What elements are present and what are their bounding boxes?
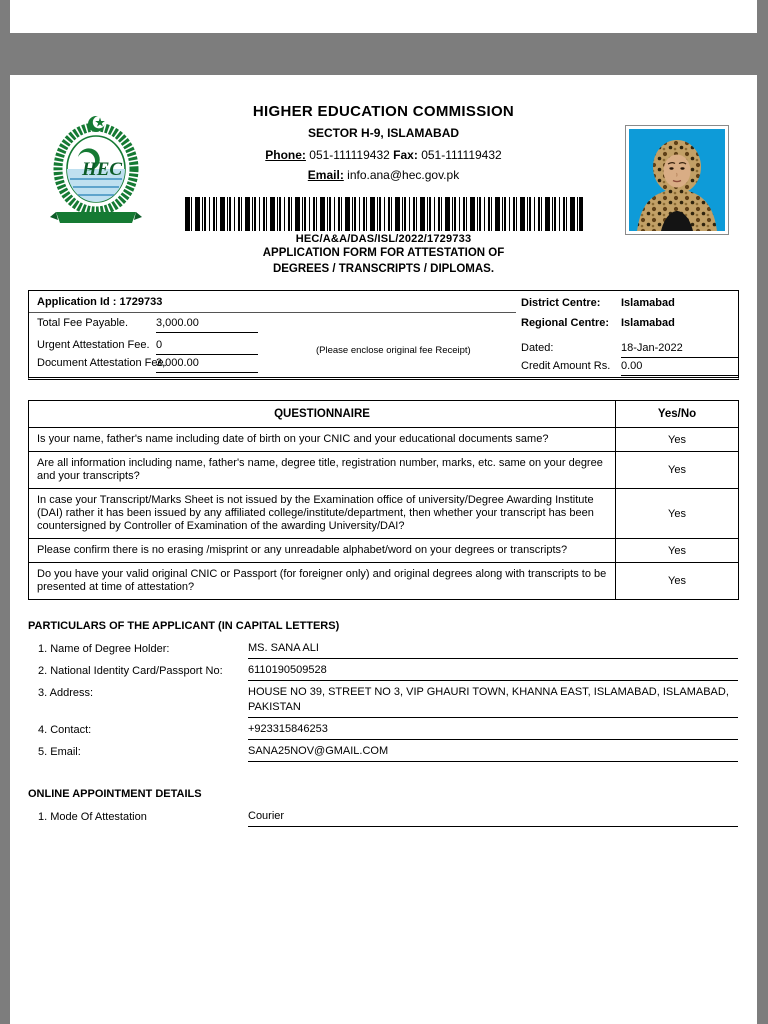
question-text: Please confirm there is no erasing /misprint or any unreadable alphabet/word on your degrees or transcripts?: [29, 539, 616, 563]
form-title-line2: DEGREES / TRANSCRIPTS / DIPLOMAS.: [272, 263, 495, 275]
field-label: 3. Address:: [38, 687, 94, 699]
cnic-field-value: 6110190509528: [248, 663, 738, 681]
particulars-row: [38, 641, 757, 659]
svg-text:HEC: HEC: [81, 159, 123, 180]
mode-of-attestation-value: Courier: [248, 809, 738, 827]
appointment-title: ONLINE APPOINTMENT DETAILS: [28, 788, 202, 800]
credit-amount-label: Credit Amount Rs.: [521, 360, 611, 372]
hec-logo: [48, 113, 144, 231]
org-address: SECTOR H-9, ISLAMABAD: [307, 126, 460, 140]
fee-label: Document Attestation Fee.: [37, 357, 167, 369]
fee-value: 0: [156, 339, 258, 355]
answer-value: Yes: [616, 563, 739, 600]
email-label: Email:: [307, 168, 344, 182]
fee-value: 3,000.00: [156, 317, 258, 333]
credit-amount-value: 0.00: [621, 360, 739, 376]
particulars-row: [38, 744, 757, 762]
contact-field-value: +923315846253: [248, 722, 738, 740]
divider: [29, 312, 516, 313]
appointment-rows: [38, 809, 757, 827]
table-row: [29, 539, 739, 563]
questionnaire-table: [28, 400, 739, 600]
table-row: [29, 489, 739, 539]
fee-label: Total Fee Payable.: [37, 317, 129, 329]
fax-value: 051-111119432: [421, 148, 502, 162]
question-text: In case your Transcript/Marks Sheet is not issued by the Examination office of university/Degree Awarding Institute (DAI) rather it has been issued by any affiliated college/institute/department, then whether your transcript has been countersigned by Controller of Examination of the awarding University/DAI?: [29, 489, 616, 539]
previous-page-edge: [10, 0, 757, 33]
email-value: info.ana@hec.gov.pk: [347, 168, 460, 182]
application-summary-box: [28, 290, 739, 380]
question-text: Is your name, father's name including date of birth on your CNIC and your educational documents same?: [29, 428, 616, 452]
field-label: 2. National Identity Card/Passport No:: [38, 665, 223, 677]
barcode: [185, 197, 583, 231]
phone-label: Phone:: [265, 148, 306, 162]
question-text: Are all information including name, father's name, degree title, registration number, marks, etc. same on your degree and your transcripts?: [29, 452, 616, 489]
table-row: [29, 452, 739, 489]
document-page: [10, 75, 757, 1024]
answer-value: Yes: [616, 489, 739, 539]
particulars-rows: [38, 641, 757, 762]
receipt-note: (Please enclose original fee Receipt): [316, 345, 471, 356]
table-row: [29, 428, 739, 452]
particulars-row: [38, 722, 757, 740]
barcode-number: HEC/A&A/DAS/ISL/2022/1729733: [295, 233, 472, 245]
applicant-photo-graphic: [629, 129, 725, 231]
application-id: Application Id : 1729733: [37, 296, 163, 308]
form-title-line1: APPLICATION FORM FOR ATTESTATION OF: [262, 247, 505, 259]
questionnaire-header: QUESTIONNAIRE: [29, 401, 616, 428]
dated-label: Dated:: [521, 342, 554, 354]
hec-logo-graphic: [48, 113, 144, 231]
question-text: Do you have your valid original CNIC or Passport (for foreigner only) and original degrees along with transcripts to be presented at time of attestation?: [29, 563, 616, 600]
fax-label: Fax:: [393, 148, 418, 162]
particulars-row: [38, 663, 757, 681]
district-centre-label: District Centre:: [521, 297, 601, 309]
dated-value: 18-Jan-2022: [621, 342, 739, 358]
answer-value: Yes: [616, 539, 739, 563]
particulars-row: [38, 685, 757, 718]
appointment-row: [38, 809, 757, 827]
district-centre-value: Islamabad: [621, 297, 675, 309]
table-row: [29, 563, 739, 600]
answer-value: Yes: [616, 452, 739, 489]
fee-label: Urgent Attestation Fee.: [37, 339, 150, 351]
address-field-value: HOUSE NO 39, STREET NO 3, VIP GHAURI TOWN, KHANNA EAST, ISLAMABAD, ISLAMABAD, PAKISTAN: [248, 685, 738, 718]
answer-value: Yes: [616, 428, 739, 452]
field-label: 1. Name of Degree Holder:: [38, 643, 170, 655]
yesno-header: Yes/No: [616, 401, 739, 428]
name-field-value: MS. SANA ALI: [248, 641, 738, 659]
questionnaire-header-row: [29, 401, 739, 428]
org-title: HIGHER EDUCATION COMMISSION: [252, 103, 515, 120]
regional-centre-value: Islamabad: [621, 317, 675, 329]
field-label: 4. Contact:: [38, 724, 92, 736]
fee-value: 3,000.00: [156, 357, 258, 373]
field-label: 5. Email:: [38, 746, 81, 758]
phone-value: 051-111119432: [309, 148, 390, 162]
field-label: 1. Mode Of Attestation: [38, 811, 147, 823]
email-field-value: SANA25NOV@GMAIL.COM: [248, 744, 738, 762]
regional-centre-label: Regional Centre:: [521, 317, 610, 329]
applicant-photo: [625, 125, 729, 235]
particulars-title: PARTICULARS OF THE APPLICANT (IN CAPITAL LETTERS): [28, 620, 340, 632]
